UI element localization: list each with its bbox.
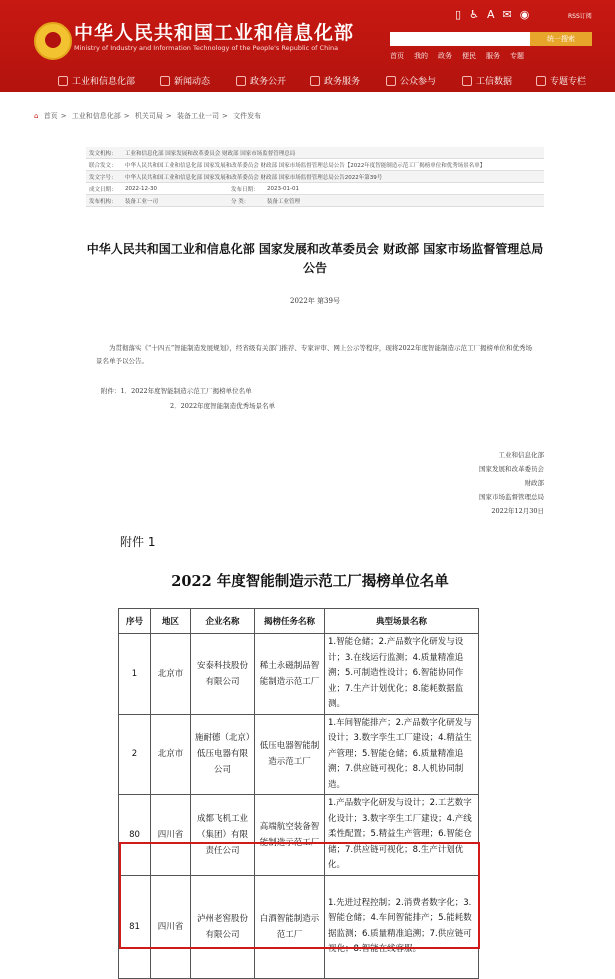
nav-icon (386, 76, 396, 86)
appendix-label: 附件 1 (120, 535, 156, 549)
top-icons (455, 8, 529, 21)
document-title: 中华人民共和国工业和信息化部 国家发展和改革委员会 财政部 国家市场监督管理总局公告 (86, 242, 544, 275)
table-row: 81 四川省 泸州老窖股份有限公司 白酒智能制造示范工厂 1.先进过程控制；2.消费者数字化；3.智能仓储；4.车间智能排产；5.能耗数据监测；6.质量精准追溯；7.供应链可视化；8.智能在线客服。 (119, 875, 479, 978)
meta-row: 成文日期： 2022-12-30 发布日期： 2023-01-01 (86, 183, 544, 195)
sign-date: 2022年12月30日 (491, 507, 544, 515)
document-number: 2022年 第39号 (290, 297, 340, 305)
document-body: 为贯彻落实《“十四五”智能制造发展规划》，经省级有关部门推荐、专家评审、网上公示等程序，现将2022年度智能制造示范工厂揭榜单位和优秀场景名单予以公告。 (96, 344, 532, 365)
mail-icon[interactable]: ✉ (502, 8, 512, 21)
quick-links (390, 51, 524, 61)
home-icon: ⌂ (34, 112, 39, 120)
meta-row: 发文字号： 中华人民共和国工业和信息化部 国家发展和改革委员会 财政部 国家市场监督管理总局公告2022年第39号 (86, 171, 544, 183)
meta-row: 发布机构： 装备工业一司 分 类： 装备工业管理 (86, 195, 544, 207)
table-row: 2 北京市 施耐德（北京）低压电器有限公司 低压电器智能制造示范工厂 1.车间智能排产；2.产品数字化研发与设计；3.数字孪生工厂建设；4.精益生产管理；5.智能仓储；6.质量精准追溯；7.供应链可视化；8.人机协同制造。 (119, 714, 479, 795)
quick-link[interactable]: 我的 (414, 52, 428, 60)
nav-icon (536, 76, 546, 86)
breadcrumb: ⌂ 首页 > 工业和信息化部 > 机关司局 > 装备工业一司 > 文件发布 (34, 112, 262, 120)
site-title: 中华人民共和国工业和信息化部 (74, 22, 355, 44)
quick-link[interactable]: 首页 (390, 52, 404, 60)
breadcrumb-item[interactable]: 工业和信息化部 (71, 112, 121, 120)
breadcrumb-item[interactable]: 机关司局 (134, 112, 163, 120)
quick-link[interactable]: 服务 (486, 52, 500, 60)
nav-icon (236, 76, 246, 86)
table-row: 1 北京市 安泰科技股份有限公司 稀土永磁制品智能制造示范工厂 1.智能仓储；2.产品数字化研发与设计；3.在线运行监测；4.质量精准追溯；5.可制造性设计；6.智能协同作业；7.生产计划优化；8.能耗数据监测。 (119, 634, 479, 715)
nav-item-news[interactable]: 新闻动态 (160, 74, 210, 87)
attachment-link-2[interactable]: 2．2022年度智能制造优秀场景名单 (170, 402, 276, 410)
column-header: 地区 (151, 609, 191, 634)
nav-icon (160, 76, 170, 86)
signers (479, 448, 544, 518)
site-subtitle: Ministry of Industry and Information Technology of the People's Republic of China (74, 44, 339, 52)
table-header-row (119, 609, 479, 634)
rss-link[interactable]: RSS订阅 (568, 13, 592, 20)
font-size-icon[interactable]: A (486, 8, 495, 21)
nav-item-home[interactable]: 工业和信息化部 (58, 74, 135, 87)
main-nav (0, 66, 615, 92)
column-header: 典型场景名称 (325, 609, 479, 634)
breadcrumb-item[interactable]: 装备工业一司 (177, 112, 220, 120)
winners-table (118, 608, 479, 979)
mobile-icon[interactable]: ▯ (455, 8, 462, 21)
nav-icon (462, 76, 472, 86)
attachment-link-1[interactable]: 附件：1．2022年度智能制造示范工厂揭榜单位名单 (101, 387, 252, 395)
quick-link[interactable]: 专题 (510, 52, 524, 60)
nav-item-topics[interactable]: 专题专栏 (536, 74, 586, 87)
site-header (0, 0, 615, 92)
signer: 财政部 (524, 479, 544, 487)
accessibility-icon[interactable]: ♿ (469, 8, 479, 21)
quick-link[interactable]: 政务 (438, 52, 452, 60)
search-input[interactable] (390, 32, 530, 46)
meta-row: 联合发文： 中华人民共和国工业和信息化部 国家发展和改革委员会 财政部 国家市场监督管理总局公告【2022年度智能制造示范工厂揭榜单位和优秀场景名单】 (86, 159, 544, 171)
column-header: 企业名称 (191, 609, 255, 634)
nav-icon (310, 76, 320, 86)
quick-link[interactable]: 便民 (462, 52, 476, 60)
breadcrumb-item[interactable]: 文件发布 (233, 112, 262, 120)
nav-item-service[interactable]: 政务服务 (310, 74, 360, 87)
signer: 工业和信息化部 (498, 451, 544, 459)
document-metadata (86, 147, 544, 207)
weibo-icon[interactable]: ◉ (519, 8, 530, 21)
national-emblem-icon (34, 22, 72, 60)
nav-item-participation[interactable]: 公众参与 (386, 74, 436, 87)
meta-row: 发文机构： 工业和信息化部 国家发展和改革委员会 财政部 国家市场监督管理总局 (86, 147, 544, 159)
nav-item-data[interactable]: 工信数据 (462, 74, 512, 87)
table-row: 80 四川省 成都飞机工业（集团）有限责任公司 高端航空装备智能制造示范工厂 1.产品数字化研发与设计；2.工艺数字化设计；3.数字孪生工厂建设；4.产线柔性配置；5.精益生产管理；6.智能仓储；7.供应链可视化；8.生产计划优化。 (119, 795, 479, 876)
signer: 国家市场监督管理总局 (479, 493, 544, 501)
nav-item-public[interactable]: 政务公开 (236, 74, 286, 87)
column-header: 揭榜任务名称 (255, 609, 325, 634)
nav-icon (58, 76, 68, 86)
column-header: 序号 (119, 609, 151, 634)
breadcrumb-item[interactable]: 首页 (43, 112, 58, 120)
appendix-title: 2022 年度智能制造示范工厂揭榜单位名单 (171, 573, 449, 590)
search-button[interactable]: 统一搜索 (530, 32, 592, 46)
signer: 国家发展和改革委员会 (479, 465, 544, 473)
